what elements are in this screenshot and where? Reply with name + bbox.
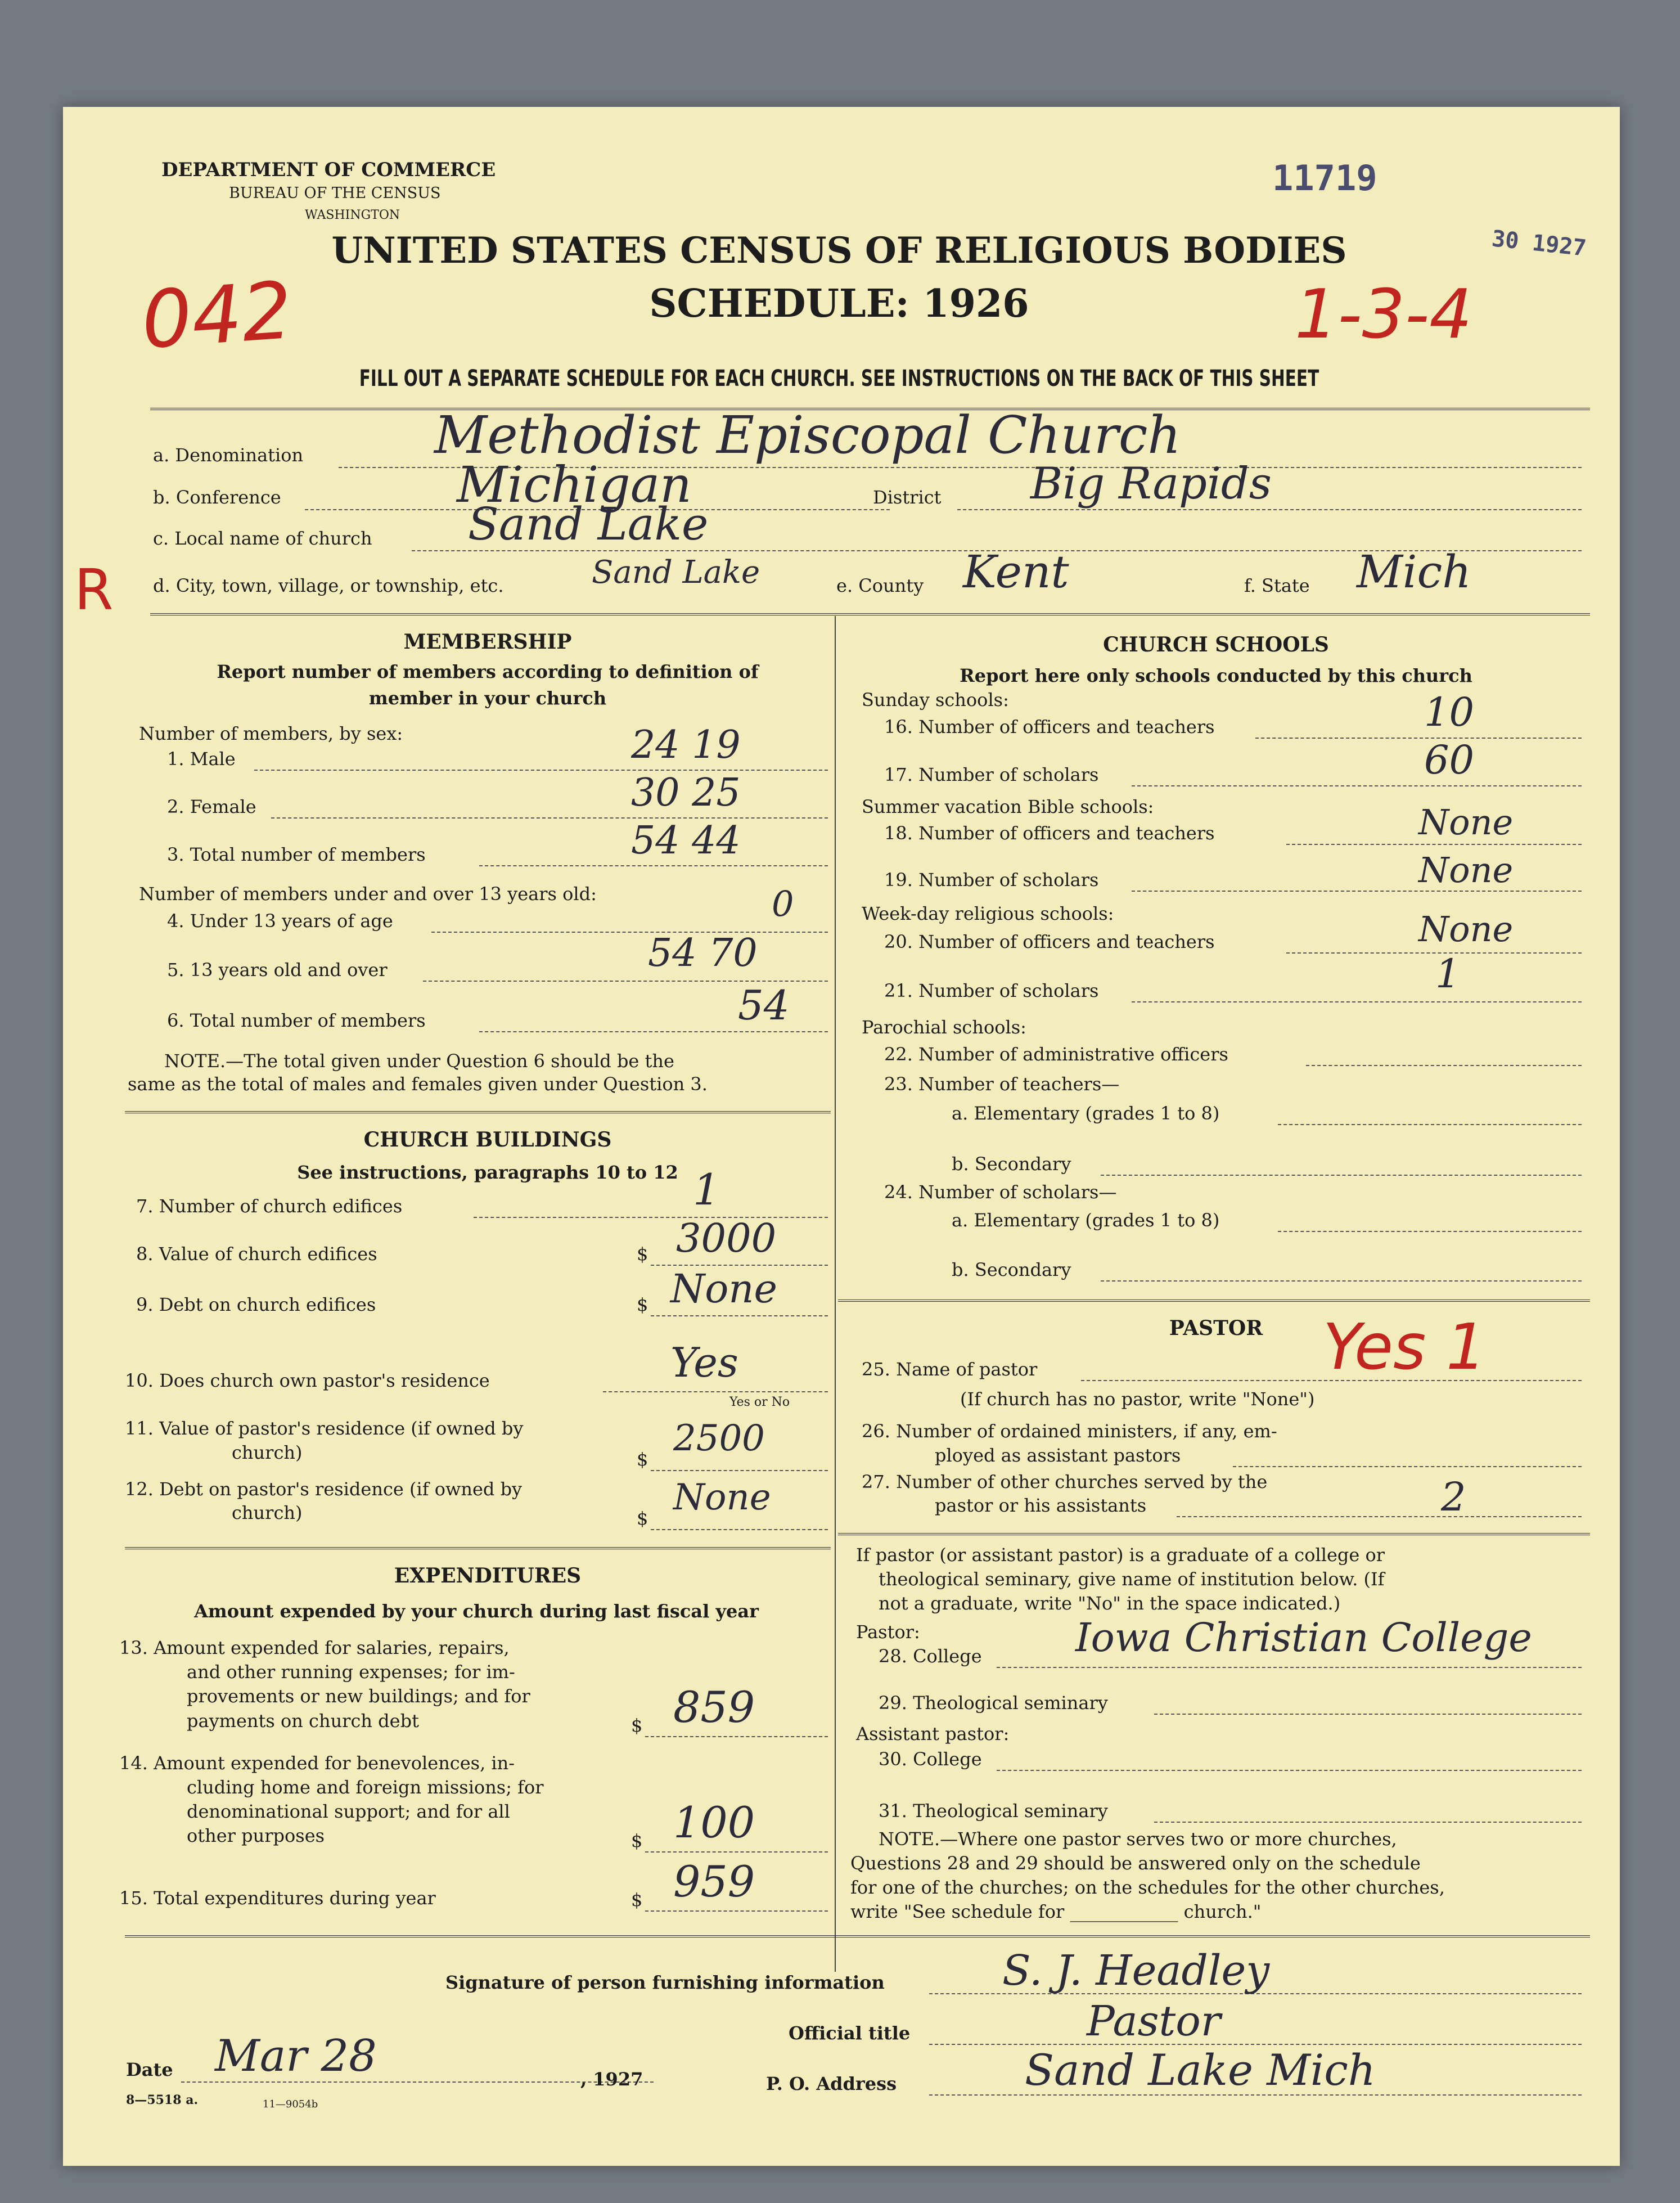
rule — [997, 1770, 1582, 1771]
q28-label: 28. College — [879, 1645, 982, 1667]
graduate-note2: theological seminary, give name of institution below. (If — [879, 1568, 1385, 1590]
rule — [1132, 785, 1582, 786]
rule — [645, 1736, 828, 1737]
rule — [651, 1315, 828, 1316]
rule — [1177, 1516, 1582, 1517]
q24-label: 24. Number of scholars— — [884, 1181, 1117, 1203]
dollar-sign: $ — [631, 1830, 643, 1851]
q30-label: 30. College — [879, 1748, 982, 1770]
stamp-number: 11719 — [1272, 158, 1377, 199]
city-label: d. City, town, village, or township, etc. — [153, 575, 504, 596]
q2-label: 2. Female — [167, 796, 256, 817]
state-value: Mich — [1357, 546, 1471, 598]
q4-value: 0 — [772, 883, 794, 924]
q20-label: 20. Number of officers and teachers — [884, 931, 1215, 952]
rule — [651, 1470, 828, 1471]
official-title-label: Official title — [789, 2022, 911, 2044]
rule — [838, 1300, 1590, 1302]
conference-value: Michigan — [457, 456, 692, 514]
q14-value: 100 — [673, 1797, 755, 1847]
q24a-label: a. Elementary (grades 1 to 8) — [952, 1210, 1220, 1231]
po-address-value: Sand Lake Mich — [1025, 2045, 1376, 2095]
buildings-sub: See instructions, paragraphs 10 to 12 — [297, 1162, 678, 1183]
pastor-note2: Questions 28 and 29 should be answered only on the schedule — [850, 1853, 1421, 1874]
membership-sub1: Report number of members according to definition of — [217, 661, 759, 682]
county-label: e. County — [836, 575, 924, 596]
dollar-sign: $ — [637, 1449, 648, 1470]
dollar-sign: $ — [637, 1294, 648, 1315]
q13-label-b: and other running expenses; for im- — [187, 1661, 515, 1683]
signature-label: Signature of person furnishing information — [445, 1972, 885, 1993]
rule — [645, 1910, 828, 1912]
graduate-note1: If pastor (or assistant pastor) is a graduate of a college or — [856, 1544, 1385, 1566]
dept-name: DEPARTMENT OF COMMERCE — [161, 159, 496, 181]
q5-value: 54 70 — [648, 931, 758, 975]
rule — [431, 932, 828, 933]
rule — [1286, 844, 1582, 845]
date-year: , 1927 — [580, 2069, 643, 2090]
rule — [1154, 1714, 1582, 1715]
rule — [1132, 891, 1582, 892]
bureau-name: BUREAU OF THE CENSUS — [229, 185, 441, 202]
district-label: District — [873, 487, 942, 508]
schools-sub: Report here only schools conducted by this church — [960, 665, 1472, 686]
q23-label: 23. Number of teachers— — [884, 1073, 1120, 1095]
city-value: Sand Lake — [592, 554, 760, 591]
schools-heading: CHURCH SCHOOLS — [1103, 633, 1329, 657]
q9-label: 9. Debt on church edifices — [136, 1294, 376, 1315]
q14-label-a: 14. Amount expended for benevolences, in- — [119, 1752, 515, 1774]
q21-value: 1 — [1435, 951, 1461, 997]
date-value: Mar 28 — [215, 2031, 377, 2081]
q18-value: None — [1418, 802, 1514, 843]
q28-value: Iowa Christian College — [1075, 1615, 1532, 1661]
q23b-label: b. Secondary — [952, 1153, 1071, 1175]
rule — [645, 1851, 828, 1853]
q6-value: 54 — [738, 982, 790, 1029]
q14-label-c: denominational support; and for all — [187, 1801, 510, 1822]
q13-label-d: payments on church debt — [187, 1710, 419, 1732]
conference-label: b. Conference — [153, 487, 281, 508]
q10-label: 10. Does church own pastor's residence — [125, 1370, 490, 1391]
pastor-note1: NOTE.—Where one pastor serves two or more churches, — [879, 1828, 1397, 1850]
membership-heading: MEMBERSHIP — [403, 630, 572, 654]
q26-label-a: 26. Number of ordained ministers, if any, em- — [862, 1420, 1277, 1442]
rule — [125, 1111, 831, 1113]
q8-label: 8. Value of church edifices — [136, 1243, 377, 1265]
rule — [271, 817, 828, 819]
q6-label: 6. Total number of members — [167, 1010, 426, 1031]
rule — [651, 1529, 828, 1530]
denomination-label: a. Denomination — [153, 444, 304, 466]
q3-label: 3. Total number of members — [167, 844, 426, 865]
q16-label: 16. Number of officers and teachers — [884, 716, 1215, 738]
rule — [1101, 1175, 1582, 1176]
date-label: Date — [126, 2059, 173, 2080]
red-mark-r: R — [74, 557, 114, 623]
stamp-date: 30 1927 — [1490, 226, 1588, 262]
red-reference: 1-3-4 — [1295, 276, 1472, 354]
rule — [1233, 1466, 1582, 1467]
expenditures-sub: Amount expended by your church during last fiscal year — [194, 1600, 759, 1622]
q13-label-c: provements or new buildings; and for — [187, 1685, 530, 1707]
q27-label-a: 27. Number of other churches served by the — [862, 1471, 1268, 1492]
q25-note: (If church has no pastor, write "None") — [960, 1388, 1315, 1410]
q4-label: 4. Under 13 years of age — [167, 910, 393, 932]
schedule-year: SCHEDULE: 1926 — [649, 281, 1029, 326]
q12-label-a: 12. Debt on pastor's residence (if owned by — [125, 1478, 523, 1500]
rule — [150, 613, 1590, 615]
membership-note1: NOTE.—The total given under Question 6 should be the — [164, 1050, 674, 1072]
rule — [1154, 1822, 1582, 1823]
parochial-label: Parochial schools: — [862, 1017, 1026, 1038]
q13-label-a: 13. Amount expended for salaries, repairs, — [119, 1637, 510, 1658]
form-title: UNITED STATES CENSUS OF RELIGIOUS BODIES — [331, 230, 1347, 272]
q11-value: 2500 — [673, 1418, 765, 1459]
q17-value: 60 — [1424, 737, 1475, 783]
city-name: WASHINGTON — [305, 208, 400, 222]
q7-value: 1 — [693, 1165, 720, 1215]
local-name-label: c. Local name of church — [153, 528, 372, 549]
dollar-sign: $ — [637, 1508, 648, 1529]
weekday-schools-label: Week-day religious schools: — [862, 903, 1114, 924]
q25-label: 25. Name of pastor — [862, 1359, 1038, 1380]
dollar-sign: $ — [637, 1243, 648, 1265]
rule — [838, 1533, 1590, 1535]
q1-label: 1. Male — [167, 748, 236, 770]
graduate-note3: not a graduate, write "No" in the space indicated.) — [879, 1593, 1341, 1614]
q8-value: 3000 — [676, 1215, 777, 1261]
rule — [1278, 1124, 1582, 1125]
rule — [1255, 738, 1582, 739]
q11-label-a: 11. Value of pastor's residence (if owned by — [125, 1418, 524, 1439]
denomination-value: Methodist Episcopal Church — [434, 405, 1181, 465]
buildings-heading: CHURCH BUILDINGS — [363, 1128, 612, 1152]
pastor-note3: for one of the churches; on the schedules for the other churches, — [850, 1877, 1445, 1898]
rule — [1132, 1001, 1582, 1002]
q3-value: 54 44 — [631, 819, 741, 863]
membership-sub2: member in your church — [368, 687, 607, 709]
rule — [1306, 1065, 1582, 1066]
state-label: f. State — [1244, 575, 1310, 596]
yes-no-hint: Yes or No — [729, 1395, 790, 1409]
q12-value: None — [673, 1477, 771, 1518]
rule — [479, 865, 828, 866]
q9-value: None — [670, 1266, 777, 1312]
q21-label: 21. Number of scholars — [884, 980, 1099, 1001]
district-value: Big Rapids — [1030, 458, 1272, 509]
q11-label-b: church) — [232, 1442, 303, 1463]
q18-label: 18. Number of officers and teachers — [884, 822, 1215, 844]
rule — [1101, 1280, 1582, 1282]
pastor-heading: PASTOR — [1169, 1316, 1263, 1340]
rule — [254, 770, 828, 771]
q10-value: Yes — [670, 1339, 738, 1386]
expenditures-heading: EXPENDITURES — [394, 1564, 582, 1588]
assistant-sublabel: Assistant pastor: — [856, 1723, 1010, 1745]
q19-label: 19. Number of scholars — [884, 869, 1099, 891]
red-code: 042 — [138, 264, 295, 367]
po-address-label: P. O. Address — [766, 2073, 897, 2094]
rule — [1278, 1231, 1582, 1232]
pastor-note4: write "See schedule for ____________ church." — [850, 1901, 1262, 1922]
q14-label-b: cluding home and foreign missions; for — [187, 1777, 544, 1798]
pastor-sublabel: Pastor: — [856, 1621, 920, 1643]
local-name-value: Sand Lake — [468, 498, 709, 550]
signature-value: S. J. Headley — [1002, 1946, 1270, 1995]
rule — [125, 1547, 831, 1549]
q7-label: 7. Number of church edifices — [136, 1195, 403, 1217]
q15-label: 15. Total expenditures during year — [119, 1887, 436, 1909]
membership-note2: same as the total of males and females given under Question 3. — [128, 1073, 708, 1095]
q29-label: 29. Theological seminary — [879, 1692, 1108, 1714]
q16-value: 10 — [1424, 689, 1475, 735]
q17-label: 17. Number of scholars — [884, 764, 1099, 785]
form-number: 8—5518 a. — [126, 2093, 199, 2107]
q26-label-b: ployed as assistant pastors — [935, 1445, 1181, 1466]
official-title-value: Pastor — [1087, 1997, 1221, 2045]
q15-value: 959 — [673, 1856, 755, 1907]
dollar-sign: $ — [631, 1889, 643, 1910]
rule — [603, 1391, 828, 1392]
rule — [957, 509, 1582, 510]
rule — [997, 1667, 1582, 1668]
rule — [125, 1935, 1590, 1937]
q2-value: 30 25 — [631, 771, 741, 815]
summer-schools-label: Summer vacation Bible schools: — [862, 796, 1154, 817]
q14-label-d: other purposes — [187, 1825, 325, 1846]
q24b-label: b. Secondary — [952, 1259, 1071, 1280]
print-number: 11—9054b — [263, 2098, 318, 2110]
dollar-sign: $ — [631, 1715, 643, 1736]
q19-value: None — [1418, 849, 1514, 891]
q27-value: 2 — [1441, 1474, 1466, 1520]
q13-value: 859 — [673, 1682, 755, 1732]
q31-label: 31. Theological seminary — [879, 1800, 1108, 1822]
by-sex-label: Number of members, by sex: — [139, 723, 403, 744]
q25-value: Yes 1 — [1323, 1311, 1487, 1384]
q23a-label: a. Elementary (grades 1 to 8) — [952, 1103, 1220, 1124]
rule — [1286, 952, 1582, 954]
fill-instruction: FILL OUT A SEPARATE SCHEDULE FOR EACH CHURCH. SEE INSTRUCTIONS ON THE BACK OF THIS SHEET — [359, 366, 1319, 392]
q5-label: 5. 13 years old and over — [167, 959, 388, 981]
q12-label-b: church) — [232, 1502, 303, 1523]
q1-value: 24 19 — [631, 723, 741, 767]
q27-label-b: pastor or his assistants — [935, 1495, 1147, 1516]
sunday-schools-label: Sunday schools: — [862, 689, 1009, 711]
rule — [479, 1031, 828, 1032]
q22-label: 22. Number of administrative officers — [884, 1044, 1228, 1065]
age-label: Number of members under and over 13 years old: — [139, 883, 597, 905]
county-value: Kent — [963, 546, 1069, 598]
census-form-sheet — [63, 107, 1620, 2166]
q20-value: None — [1418, 909, 1514, 950]
column-divider — [835, 616, 836, 1972]
